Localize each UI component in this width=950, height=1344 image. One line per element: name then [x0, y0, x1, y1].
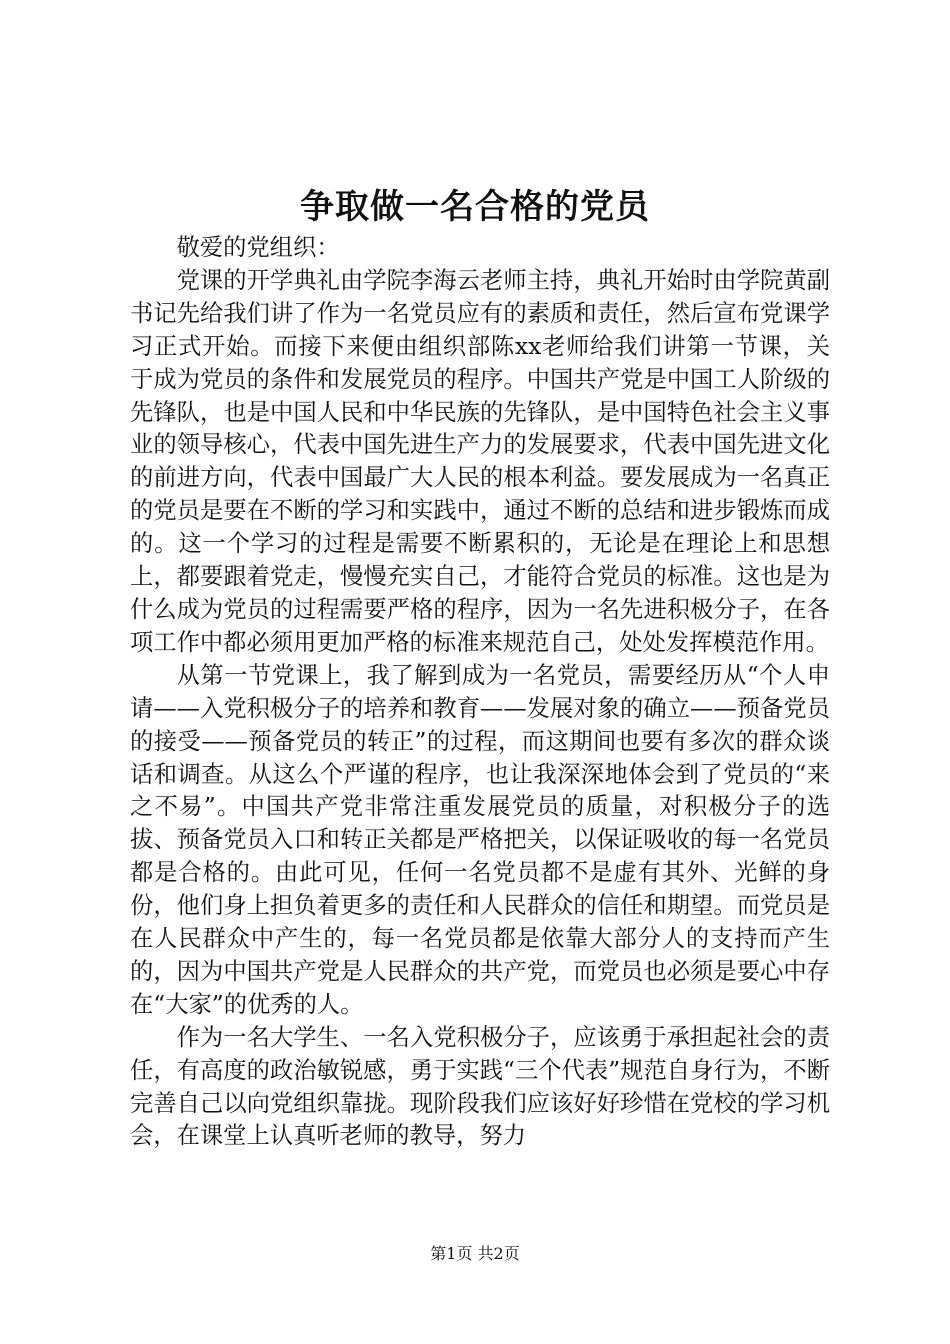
- paragraph-1: 党课的开学典礼由学院李海云老师主持，典礼开始时由学院黄副书记先给我们讲了作为一名党员应有的素质和责任，然后宣布党课学习正式开始。而接下来便由组织部陈xx老师给我们讲第一节课，关于成为党员的条件和发展党员的程序。中国共产党是中国工人阶级的先锋队，也是中国人民和中华民族的先锋队，是中国特色社会主义事业的领导核心，代表中国先进生产力的发展要求，代表中国先进文化的前进方向，代表中国最广大人民的根本利益。要发展成为一名真正的党员是要在不断的学习和实践中，通过不断的总结和进步锻炼而成的。这一个学习的过程是需要不断累积的，无论是在理论上和思想上，都要跟着党走，慢慢充实自己，才能符合党员的标准。这也是为什么成为党员的过程需要严格的程序，因为一名先进积极分子，在各项工作中都必须用更加严格的标准来规范自己，处处发挥模范作用。: [130, 266, 830, 656]
- document-body: [130, 232, 830, 1153]
- page-footer: 第1页 共2页: [430, 1244, 520, 1263]
- salutation: 敬爱的党组织：: [176, 234, 340, 261]
- document-title: 争取做一名合格的党员: [300, 187, 650, 227]
- paragraph-2: 从第一节党课上，我了解到成为一名党员，需要经历从“个人申请——入党积极分子的培养和教育——发展对象的确立——预备党员的接受——预备党员的转正”的过程，而这期间也要有多次的群众谈话和调查。从这么个严谨的程序，也让我深深地体会到了党员的“来之不易”。中国共产党非常注重发展党员的质量，对积极分子的选拔、预备党员入口和转正关都是严格把关，以保证吸收的每一名党员都是合格的。由此可见，任何一名党员都不是虚有其外、光鲜的身份，他们身上担负着更多的责任和人民群众的信任和期望。而党员是在人民群众中产生的，每一名党员都是依靠大部分人的支持而产生的，因为中国共产党是人民群众的共产党，而党员也必须是要心中存在“大家”的优秀的人。: [130, 661, 830, 1018]
- paragraph-3: 作为一名大学生、一名入党积极分子，应该勇于承担起社会的责任，有高度的政治敏锐感，勇于实践“三个代表”规范自身行为，不断完善自己以向党组织靠拢。现阶段我们应该好好珍惜在党校的学习机会，在课堂上认真听老师的教导，努力: [130, 1023, 830, 1150]
